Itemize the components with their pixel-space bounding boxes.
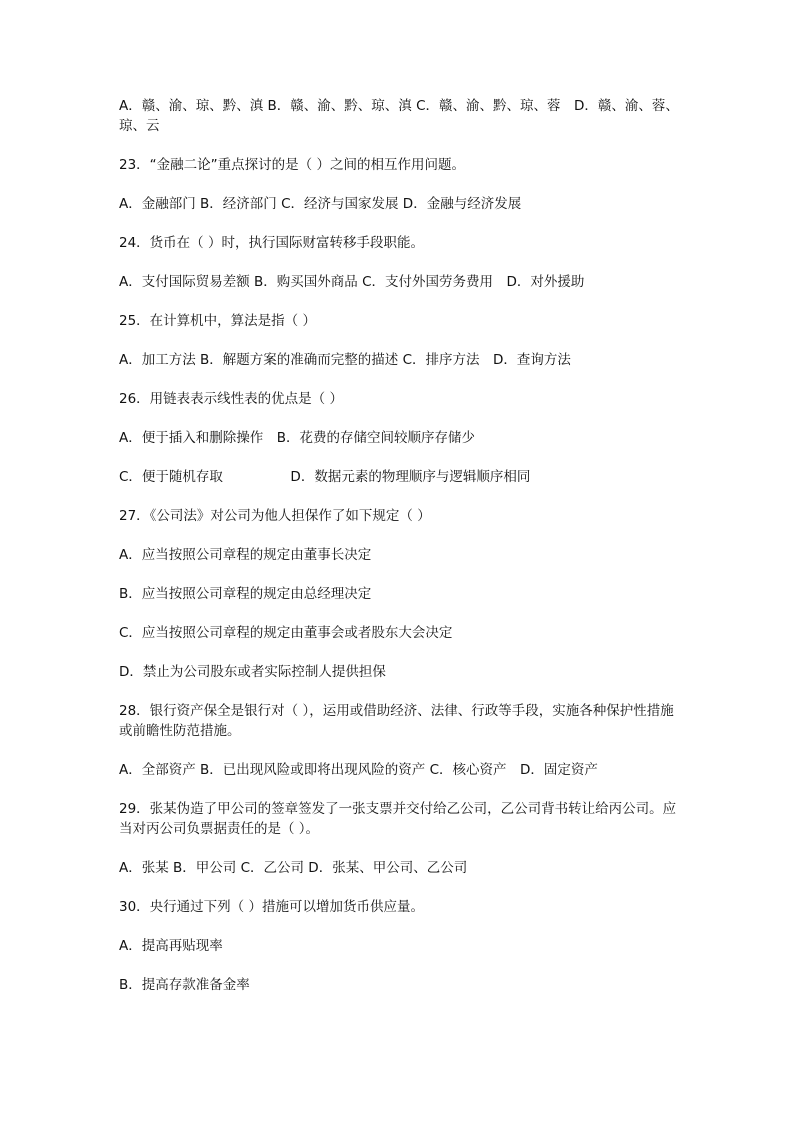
answer-options-q23: A．金融部门 B．经济部门 C．经济与国家发展 D．金融与经济发展	[119, 196, 522, 212]
question-26: 26．用链表表示线性表的优点是（ ）	[119, 391, 343, 407]
answer-options-q25: A．加工方法 B．解题方案的准确而完整的描述 C．排序方法 D．查询方法	[119, 352, 571, 368]
answer-option-q30-b: B．提高存款准备金率	[119, 977, 250, 993]
answer-option-q27-d: D．禁止为公司股东或者实际控制人提供担保	[119, 664, 386, 680]
answer-options-q24: A．支付国际贸易差额 B．购买国外商品 C．支付外国劳务费用 D．对外援助	[119, 274, 585, 290]
answer-options-q28: A．全部资产 B．已出现风险或即将出现风险的资产 C．核心资产 D．固定资产	[119, 762, 598, 778]
answer-options-q26-line2: C．便于随机存取 D．数据元素的物理顺序与逻辑顺序相同	[119, 469, 531, 485]
answer-options-q29: A．张某 B．甲公司 C．乙公司 D．张某、甲公司、乙公司	[119, 860, 468, 876]
answer-options-q22: A．赣、渝、琼、黔、滇 B．赣、渝、黔、琼、滇 C．赣、渝、黔、琼、蓉 D．赣、渝、蓉、琼、云	[119, 98, 679, 134]
document-content	[119, 96, 679, 1014]
answer-options-q26-line1: A．便于插入和删除操作 B．花费的存储空间较顺序存储少	[119, 430, 475, 446]
question-27: 27．《公司法》对公司为他人担保作了如下规定（ ）	[119, 508, 431, 524]
question-29: 29．张某伪造了甲公司的签章签发了一张支票并交付给乙公司，乙公司背书转让给丙公司。应当对丙公司负票据责任的是（ ）。	[119, 801, 677, 837]
answer-option-q27-a: A．应当按照公司章程的规定由董事长决定	[119, 547, 372, 563]
question-23: 23．“金融二论”重点探讨的是（ ）之间的相互作用问题。	[119, 157, 465, 173]
question-25: 25．在计算机中，算法是指（ ）	[119, 313, 316, 329]
answer-option-q27-c: C．应当按照公司章程的规定由董事会或者股东大会决定	[119, 625, 453, 641]
answer-option-q30-a: A．提高再贴现率	[119, 938, 223, 954]
answer-option-q27-b: B．应当按照公司章程的规定由总经理决定	[119, 586, 372, 602]
question-24: 24．货币在（ ）时，执行国际财富转移手段职能。	[119, 235, 424, 251]
question-30: 30．央行通过下列（ ）措施可以增加货币供应量。	[119, 899, 424, 915]
question-28: 28．银行资产保全是银行对（ ），运用或借助经济、法律、行政等手段，实施各种保护性措施或前瞻性防范措施。	[119, 703, 674, 739]
